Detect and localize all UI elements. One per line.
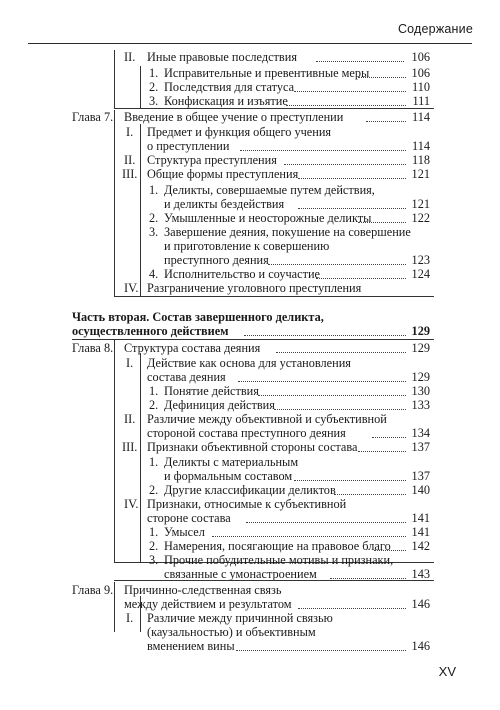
toc-page-number: 122 — [411, 211, 430, 225]
toc-page-number: 123 — [411, 253, 430, 267]
vertical-rule — [114, 110, 115, 296]
toc-page-number: 142 — [411, 539, 430, 553]
toc-entry-title: Иные правовые последствия — [147, 50, 297, 64]
dot-leader — [298, 178, 406, 179]
dot-leader — [316, 61, 404, 62]
toc-entry-title: Различие между объективной и субъективной — [147, 412, 387, 426]
toc-page-number: 143 — [411, 567, 430, 581]
toc-number: III. — [122, 167, 138, 181]
dot-leader — [316, 278, 406, 279]
toc-page-number: 141 — [411, 525, 430, 539]
toc-entry-title-continued: преступного деяния — [164, 253, 269, 267]
dot-leader — [240, 150, 406, 151]
dot-leader — [294, 91, 406, 92]
toc-entry-title: Признаки, относимые к субъективной — [147, 497, 347, 511]
chapter-label: Глава 8. — [72, 341, 114, 355]
dot-leader — [246, 522, 406, 523]
vertical-rule — [140, 66, 141, 108]
dot-leader — [358, 222, 406, 223]
toc-page-number: 114 — [412, 139, 430, 153]
toc-number: IV. — [124, 281, 139, 295]
toc-number: 2. — [149, 211, 159, 225]
toc-number: 1. — [149, 66, 159, 80]
toc-page-number: 146 — [411, 639, 430, 653]
toc-page-number: 134 — [411, 426, 430, 440]
toc-number: 2. — [149, 398, 159, 412]
toc-entry-title-continued: и деликты бездействия — [164, 197, 285, 211]
toc-number: III. — [122, 440, 138, 454]
toc-entry-title-continued: и формальным составом — [164, 469, 293, 483]
header-rule — [28, 43, 472, 44]
part-heading: Часть вторая. Состав завершенного деликта, — [72, 310, 324, 324]
toc-number: II. — [124, 153, 136, 167]
toc-entry-title: Структура состава деяния — [124, 341, 261, 355]
toc-entry-title-continued: связанные с умонастроением — [164, 567, 317, 581]
toc-entry-title: Конфискация и изъятие — [164, 94, 288, 108]
toc-entry-title: Общие формы преступления — [147, 167, 299, 181]
horizontal-rule — [114, 580, 434, 581]
toc-page-number: 111 — [412, 94, 430, 108]
toc-number: I. — [126, 125, 134, 139]
toc-entry-title: Причинно-следственная связь — [124, 583, 282, 597]
toc-number: I. — [126, 356, 134, 370]
dot-leader — [268, 264, 406, 265]
horizontal-rule — [114, 108, 434, 109]
toc-entry-title: Различие между причинной связью — [147, 611, 333, 625]
part-page-number: 129 — [411, 324, 430, 338]
page-number-footer: XV — [438, 664, 456, 679]
dot-leader — [276, 352, 406, 353]
toc-page-number: 140 — [411, 483, 430, 497]
toc-page-number: 121 — [411, 197, 430, 211]
toc-entry-title-continued: стороне состава — [147, 511, 231, 525]
toc-entry-title: Структура преступления — [147, 153, 277, 167]
toc-number: 1. — [149, 384, 159, 398]
toc-page-number: 106 — [411, 66, 430, 80]
toc-number: I. — [126, 611, 134, 625]
toc-entry-title: Признаки объективной стороны состава — [147, 440, 358, 454]
toc-number: II. — [124, 50, 136, 64]
dot-leader — [294, 480, 406, 481]
toc-page-number: 124 — [411, 267, 430, 281]
toc-entry-title: Действие как основа для установления — [147, 356, 351, 370]
toc-number: 1. — [149, 455, 159, 469]
part-heading-continued: осуществленного действием — [72, 324, 229, 338]
toc-entry-title: Прочие побудительные мотивы и признаки, — [164, 553, 394, 567]
toc-entry-title-continued: (каузальностью) и объективным — [147, 625, 316, 639]
toc-page-number: 137 — [411, 440, 430, 454]
toc-entry-title: Дефиниция действия — [164, 398, 275, 412]
chapter-label: Глава 7. — [72, 110, 114, 124]
toc-entry-title: Введение в общее учение о преступлении — [124, 110, 344, 124]
toc-number: 2. — [149, 483, 159, 497]
toc-entry-title: Последствия для статуса — [164, 80, 295, 94]
toc-page-number: 110 — [412, 80, 430, 94]
dot-leader — [244, 335, 406, 336]
dot-leader — [330, 578, 406, 579]
dot-leader — [358, 451, 406, 452]
dot-leader — [212, 536, 406, 537]
toc-entry-title: Завершение деяния, покушение на совершение — [164, 225, 411, 239]
toc-entry-title-continued: состава деяния — [147, 370, 226, 384]
vertical-rule — [140, 124, 141, 296]
dot-leader — [286, 105, 406, 106]
toc-number: 3. — [149, 225, 159, 239]
toc-number: 3. — [149, 553, 159, 567]
dot-leader — [358, 77, 406, 78]
horizontal-rule — [72, 339, 434, 340]
toc-page-number: 106 — [411, 50, 430, 64]
vertical-rule — [114, 50, 115, 108]
vertical-rule — [114, 339, 115, 562]
toc-page-number: 114 — [412, 110, 430, 124]
toc-entry-title-continued: о преступлении — [147, 139, 230, 153]
dot-leader — [274, 409, 406, 410]
toc-entry-title: Умышленные и неосторожные деликты — [164, 211, 372, 225]
toc-entry-title: Деликты, совершаемые путем действия, — [164, 183, 375, 197]
toc-page-number: 121 — [411, 167, 430, 181]
dot-leader — [298, 608, 406, 609]
dot-leader — [298, 208, 406, 209]
toc-entry-title-continued: между действием и результатом — [124, 597, 292, 611]
toc-page-number: 133 — [411, 398, 430, 412]
toc-entry-title: Предмет и функция общего учения — [147, 125, 332, 139]
horizontal-rule — [114, 296, 434, 297]
toc-page-number: 129 — [411, 341, 430, 355]
toc-number: 2. — [149, 80, 159, 94]
toc-page-number: 129 — [411, 370, 430, 384]
toc-entry-title: Намерения, посягающие на правовое благо — [164, 539, 391, 553]
toc-entry-title: Понятие действия — [164, 384, 259, 398]
toc-number: 3. — [149, 94, 159, 108]
toc-entry-title-continued: вменением вины — [147, 639, 235, 653]
vertical-rule — [114, 582, 115, 632]
toc-number: II. — [124, 412, 136, 426]
toc-number: IV. — [124, 497, 139, 511]
toc-entry-title-continued: и приготовление к совершению — [164, 239, 330, 253]
dot-leader — [284, 164, 406, 165]
dot-leader — [258, 395, 406, 396]
vertical-rule — [140, 353, 141, 562]
toc-page-number: 118 — [412, 153, 430, 167]
chapter-label: Глава 9. — [72, 583, 114, 597]
dot-leader — [238, 381, 406, 382]
toc-entry-title: Деликты с материальным — [164, 455, 299, 469]
toc-page-number: 141 — [411, 511, 430, 525]
dot-leader — [334, 494, 406, 495]
toc-entry-title: Разграничение уголовного преступления — [147, 281, 362, 295]
toc-entry-title: Исправительные и превентивные меры — [164, 66, 370, 80]
toc-number: 2. — [149, 539, 159, 553]
toc-number: 1. — [149, 525, 159, 539]
toc-number: 1. — [149, 183, 159, 197]
toc-page-number: 146 — [411, 597, 430, 611]
toc-entry-title: Исполнительство и соучастие — [164, 267, 321, 281]
toc-page-number: 130 — [411, 384, 430, 398]
toc-entry-title: Другие классификации деликтов — [164, 483, 336, 497]
running-header: Содержание — [397, 22, 473, 36]
toc-entry-title-continued: стороной состава преступного деяния — [147, 426, 346, 440]
toc-number: 4. — [149, 267, 159, 281]
toc-entry-title: Умысел — [164, 525, 205, 539]
dot-leader — [236, 650, 406, 651]
toc-page-number: 137 — [411, 469, 430, 483]
